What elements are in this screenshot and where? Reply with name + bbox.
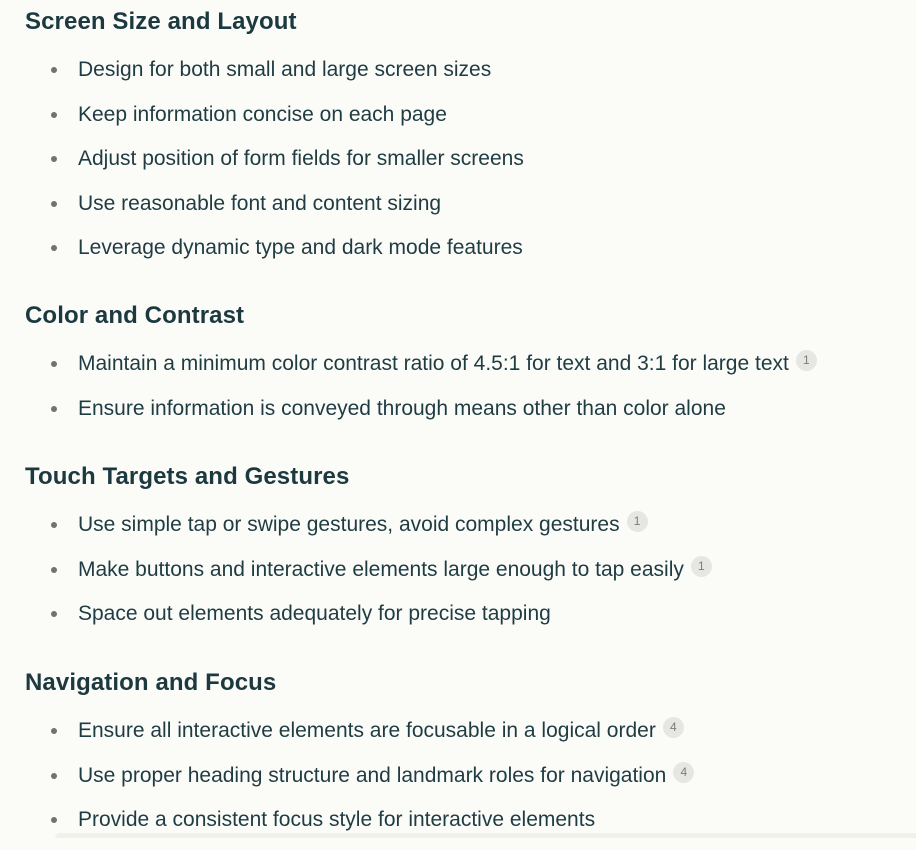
list-item	[25, 144, 524, 189]
list-item-text: Make buttons and interactive elements large enough to tap easily	[78, 557, 684, 581]
bullet-list	[25, 716, 694, 850]
citation-badge[interactable]: 1	[627, 511, 648, 532]
list-item-text: Use proper heading structure and landmark roles for navigation	[78, 763, 667, 787]
bullet-icon	[51, 201, 57, 207]
section-screen-size	[25, 7, 524, 278]
list-item	[25, 805, 694, 850]
bullet-icon	[51, 817, 57, 823]
section-color-contrast	[25, 301, 817, 438]
list-item	[25, 349, 817, 394]
bullet-icon	[51, 67, 57, 73]
citation-badge[interactable]: 4	[673, 762, 694, 783]
list-item-text: Ensure information is conveyed through means other than color alone	[78, 396, 726, 420]
list-item	[25, 510, 712, 555]
citation-badge[interactable]: 4	[663, 717, 684, 738]
bullet-icon	[51, 245, 57, 251]
bullet-icon	[51, 773, 57, 779]
list-item	[25, 100, 524, 145]
bullet-icon	[51, 361, 57, 367]
bullet-list	[25, 349, 817, 438]
bullet-icon	[51, 567, 57, 573]
section-navigation-focus	[25, 668, 694, 850]
citation-badge[interactable]: 1	[796, 350, 817, 371]
bullet-icon	[51, 522, 57, 528]
list-item	[25, 555, 712, 600]
list-item	[25, 189, 524, 234]
list-item-text: Keep information concise on each page	[78, 102, 447, 126]
bullet-list	[25, 55, 524, 278]
list-item-text: Space out elements adequately for precise tapping	[78, 602, 551, 625]
section-heading: Touch Targets and Gestures	[25, 463, 350, 490]
bullet-icon	[51, 112, 57, 118]
list-item-text: Use simple tap or swipe gestures, avoid complex gestures	[78, 513, 620, 536]
list-item	[25, 233, 524, 278]
list-item	[25, 761, 694, 806]
list-item	[25, 716, 694, 761]
input-area-edge	[55, 833, 916, 838]
bullet-list	[25, 510, 712, 644]
section-heading: Navigation and Focus	[25, 669, 277, 696]
bullet-icon	[51, 406, 57, 412]
list-item	[25, 599, 712, 644]
bullet-icon	[51, 156, 57, 162]
list-item	[25, 394, 817, 439]
list-item-text: Maintain a minimum color contrast ratio of 4.5:1 for text and 3:1 for large text	[78, 352, 789, 375]
list-item-text: Provide a consistent focus style for interactive elements	[78, 808, 596, 831]
section-touch-targets	[25, 462, 712, 644]
list-item-text: Ensure all interactive elements are focusable in a logical order	[78, 719, 656, 742]
list-item-text: Design for both small and large screen sizes	[78, 58, 492, 81]
list-item-text: Leverage dynamic type and dark mode features	[78, 236, 523, 259]
list-item	[25, 55, 524, 100]
bullet-icon	[51, 728, 57, 734]
list-item-text: Use reasonable font and content sizing	[78, 191, 442, 215]
list-item-text: Adjust position of form fields for smaller screens	[78, 147, 524, 170]
section-heading: Screen Size and Layout	[25, 8, 297, 35]
bullet-icon	[51, 611, 57, 617]
section-heading: Color and Contrast	[25, 302, 245, 329]
citation-badge[interactable]: 1	[691, 556, 712, 577]
